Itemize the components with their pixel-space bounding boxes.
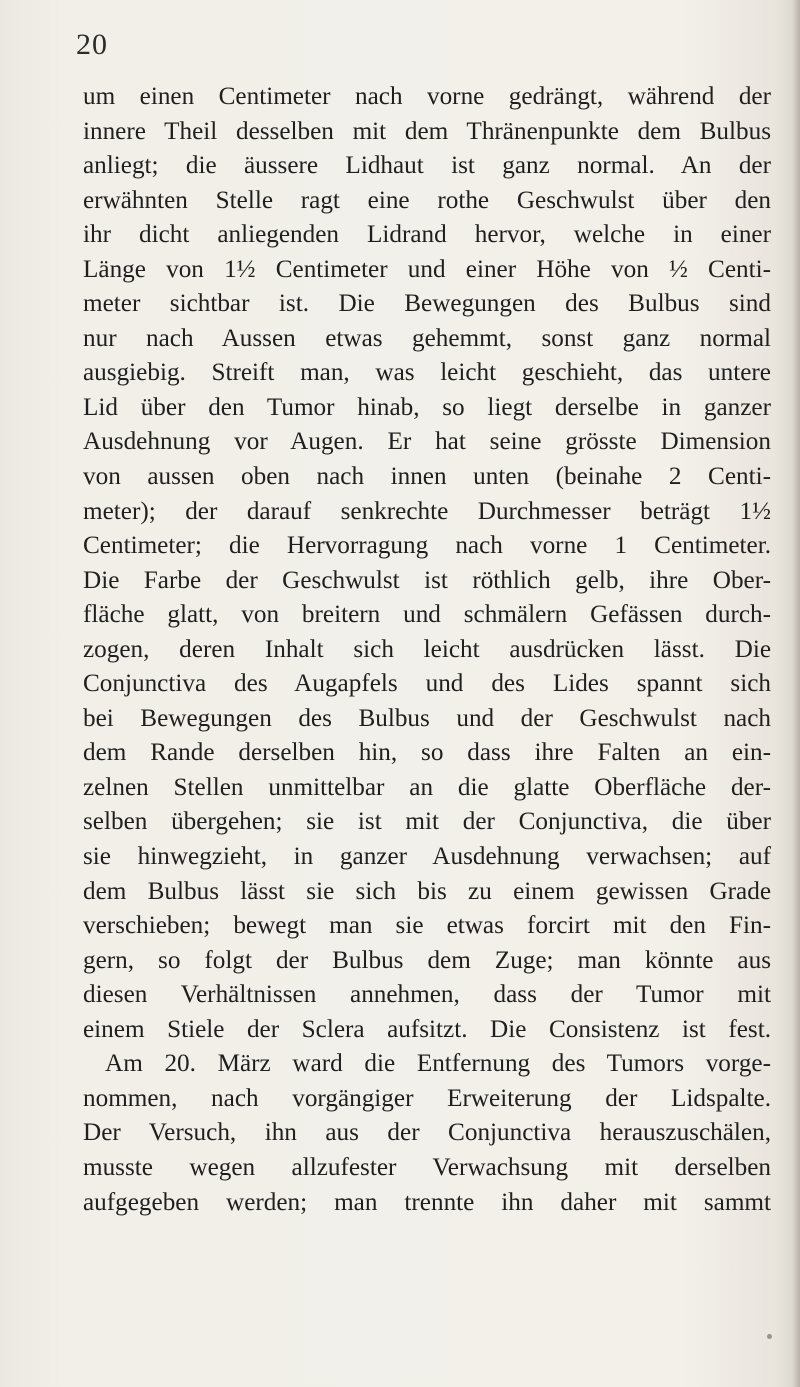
text-line-24: dem Bulbus lässt sie sich bis zu einem gewissen Grade (83, 877, 771, 905)
text-line-14: Centimeter; die Hervorragung nach vorne 1 Centimeter. (83, 532, 771, 560)
text-line-32: musste wegen allzufester Verwachsung mit derselben (83, 1153, 771, 1181)
text-line-26: gern, so folgt der Bulbus dem Zuge; man könnte aus (83, 946, 771, 974)
text-line-1: um einen Centimeter nach vorne gedrängt, während der (83, 83, 771, 110)
text-line-3: anliegt; die äussere Lidhaut ist ganz normal. An der (83, 152, 771, 180)
text-line-22: selben übergehen; sie ist mit der Conjunctiva, die über (83, 808, 771, 836)
text-line-17: zogen, deren Inhalt sich leicht ausdrücken lässt. Die (83, 635, 771, 663)
text-line-18: Conjunctiva des Augapfels und des Lides spannt sich (83, 670, 771, 698)
text-line-20: dem Rande derselben hin, so dass ihre Falten an ein- (83, 739, 771, 767)
text-line-5: ihr dicht anliegenden Lidrand hervor, welche in einer (83, 221, 771, 249)
text-line-29: Am 20. März ward die Entfernung des Tumors vorge- (105, 1050, 771, 1078)
text-line-7: meter sichtbar ist. Die Bewegungen des Bulbus sind (83, 290, 771, 318)
text-line-19: bei Bewegungen des Bulbus und der Geschwulst nach (83, 704, 771, 732)
text-line-4: erwähnten Stelle ragt eine rothe Geschwulst über den (83, 186, 771, 214)
text-line-28: einem Stiele der Sclera aufsitzt. Die Consistenz ist fest. (83, 1015, 771, 1043)
text-line-33: aufgegeben werden; man trennte ihn daher mit sammt (83, 1188, 771, 1216)
page-edge-shadow (792, 0, 800, 1387)
text-line-11: Ausdehnung vor Augen. Er hat seine grösste Dimension (83, 428, 771, 456)
text-line-31: Der Versuch, ihn aus der Conjunctiva herauszuschälen, (83, 1119, 771, 1147)
text-line-30: nommen, nach vorgängiger Erweiterung der Lidspalte. (83, 1084, 771, 1112)
text-line-15: Die Farbe der Geschwulst ist röthlich gelb, ihre Ober- (83, 566, 771, 594)
text-line-23: sie hinwegzieht, in ganzer Ausdehnung verwachsen; auf (83, 843, 771, 871)
page-number: 20 (76, 28, 108, 61)
text-line-27: diesen Verhältnissen annehmen, dass der Tumor mit (83, 981, 771, 1009)
text-line-25: verschieben; bewegt man sie etwas forcirt mit den Fin- (83, 912, 771, 940)
text-line-21: zelnen Stellen unmittelbar an die glatte Oberfläche der- (83, 773, 771, 801)
body-text (83, 80, 771, 1220)
text-line-9: ausgiebig. Streift man, was leicht geschieht, das untere (83, 359, 771, 387)
text-line-2: innere Theil desselben mit dem Thränenpunkte dem Bulbus (83, 117, 771, 145)
paper-speck (767, 1334, 772, 1339)
text-line-16: fläche glatt, von breitern und schmälern Gefässen durch- (83, 601, 771, 629)
text-line-13: meter); der darauf senkrechte Durchmesser beträgt 1½ (83, 497, 771, 525)
text-line-10: Lid über den Tumor hinab, so liegt derselbe in ganzer (83, 393, 771, 421)
text-line-8: nur nach Aussen etwas gehemmt, sonst ganz normal (83, 324, 771, 352)
text-line-12: von aussen oben nach innen unten (beinahe 2 Centi- (83, 463, 771, 491)
text-line-6: Länge von 1½ Centimeter und einer Höhe von ½ Centi- (83, 255, 771, 283)
